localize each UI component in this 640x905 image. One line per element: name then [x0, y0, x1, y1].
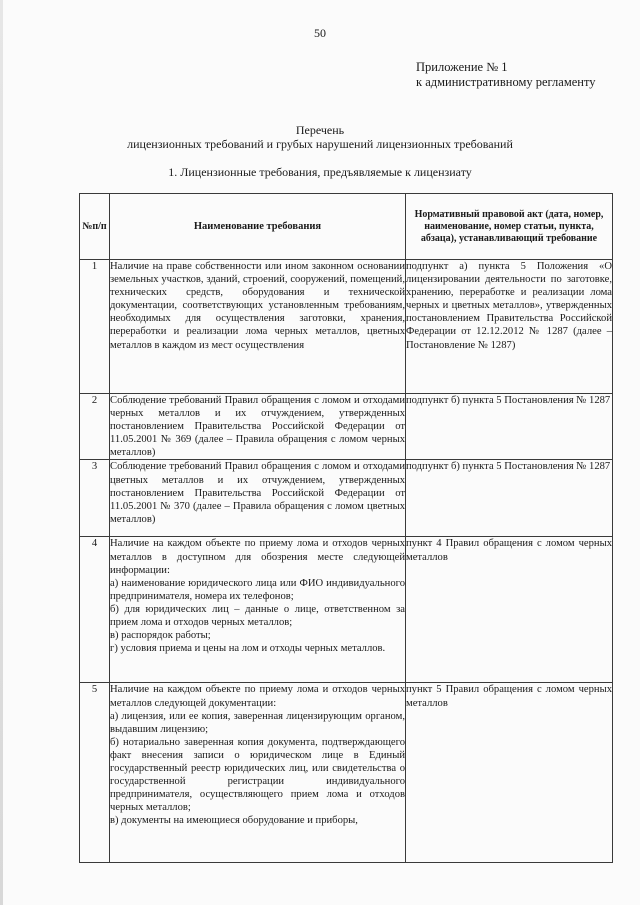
page-number: 50	[314, 26, 326, 40]
requirement-line: г) условия приема и цены на лом и отходы черных металлов.	[110, 643, 386, 655]
appendix-line-2: к административному регламенту	[416, 75, 596, 89]
requirement-line: а) лицензия, или ее копия, заверенная лицензирующим органом, выдавшим лицензию;	[110, 710, 405, 735]
table-row	[80, 394, 613, 460]
requirements-table	[79, 193, 613, 863]
legal-act-text: пункт 4 Правил обращения с ломом черных металлов	[406, 537, 613, 683]
header-requirement: Наименование требования	[110, 194, 406, 260]
table-row	[80, 260, 613, 394]
requirement-text: Соблюдение требований Правил обращения с ломом и отходами черных металлов и их отчуждением, утвержденных постановлением Правительства Российской Федерации от 11.05.2001 № 369 (далее – Правила обращения с ломом черных металлов)	[110, 395, 405, 459]
row-number: 4	[80, 537, 110, 683]
requirement-line: б) для юридических лиц – данные о лице, ответственном за прием лома и отходов черных металлов;	[110, 603, 405, 629]
section-title: 1. Лицензионные требования, предъявляемые к лицензиату	[168, 165, 472, 179]
legal-act-text: подпункт б) пункта 5 Постановления № 1287	[406, 394, 613, 460]
requirement-text	[110, 683, 406, 863]
requirement-text: Соблюдение требований Правил обращения с ломом и отходами цветных металлов и их отчуждением, утвержденных постановлением Правительства Российской Федерации от 11.05.2001 № 370 (далее – Правила обращения с ломом цветных металлов)	[110, 460, 406, 537]
appendix-line-1: Приложение № 1	[416, 60, 508, 74]
row-number: 5	[80, 683, 110, 863]
row-number: 3	[80, 460, 110, 537]
table-row	[80, 683, 613, 863]
row-number: 2	[80, 394, 110, 460]
requirement-text: Наличие на праве собственности или ином законном основании земельных участков, зданий, строений, сооружений, помещений, технических средств, оборудования и технической документации, соответствующих установленным требованиям, необходимых для осуществления заготовки, хранения, переработки и реализации лома черных металлов, цветных металлов в каждом из мест осуществления	[110, 260, 406, 394]
requirement-line: Наличие на каждом объекте по приему лома и отходов черных металлов в доступном для обозрения месте следующей информации:	[110, 538, 405, 576]
header-legal-act: Нормативный правовой акт (дата, номер, наименование, номер статьи, пункта, абзаца), устанавливающий требование	[406, 194, 613, 260]
legal-act-text: подпункт а) пункта 5 Положения «О лицензировании деятельности по заготовке, хранению, переработке и реализации лома черных и цветных металлов», утвержденных постановлением Правительства Российской Федерации от 12.12.2012 № 1287 (далее – Постановление № 1287)	[406, 260, 613, 394]
table-row	[80, 460, 613, 537]
legal-act-text: подпункт б) пункта 5 Постановления № 1287	[406, 460, 613, 537]
requirement-line: в) распорядок работы;	[110, 630, 211, 642]
requirement-line: б) нотариально заверенная копия документа, подтверждающего факт внесения записи о юридическом лице в Единый государственный реестр юридических лиц, или свидетельства о государственной регистрации индивидуального предпринимателя, осуществляющего прием лома и отходов черных металлов;	[110, 736, 405, 814]
header-number: №п/п	[80, 194, 110, 260]
document-title: Перечень	[295, 123, 345, 137]
requirement-line: Наличие на каждом объекте по приему лома и отходов черных металлов следующей документации:	[110, 684, 405, 709]
table-row	[80, 537, 613, 683]
requirement-text	[110, 537, 406, 683]
legal-act-text: пункт 5 Правил обращения с ломом черных металлов	[406, 683, 613, 863]
requirement-line: а) наименование юридического лица или ФИО индивидуального предпринимателя, номера их телефонов;	[110, 577, 405, 602]
appendix-note	[416, 60, 596, 90]
table-header-row	[80, 194, 613, 260]
requirement-line: в) документы на имеющиеся оборудование и приборы,	[110, 815, 358, 827]
document-subtitle: лицензионных требований и грубых нарушений лицензионных требований	[127, 137, 513, 151]
row-number: 1	[80, 260, 110, 394]
